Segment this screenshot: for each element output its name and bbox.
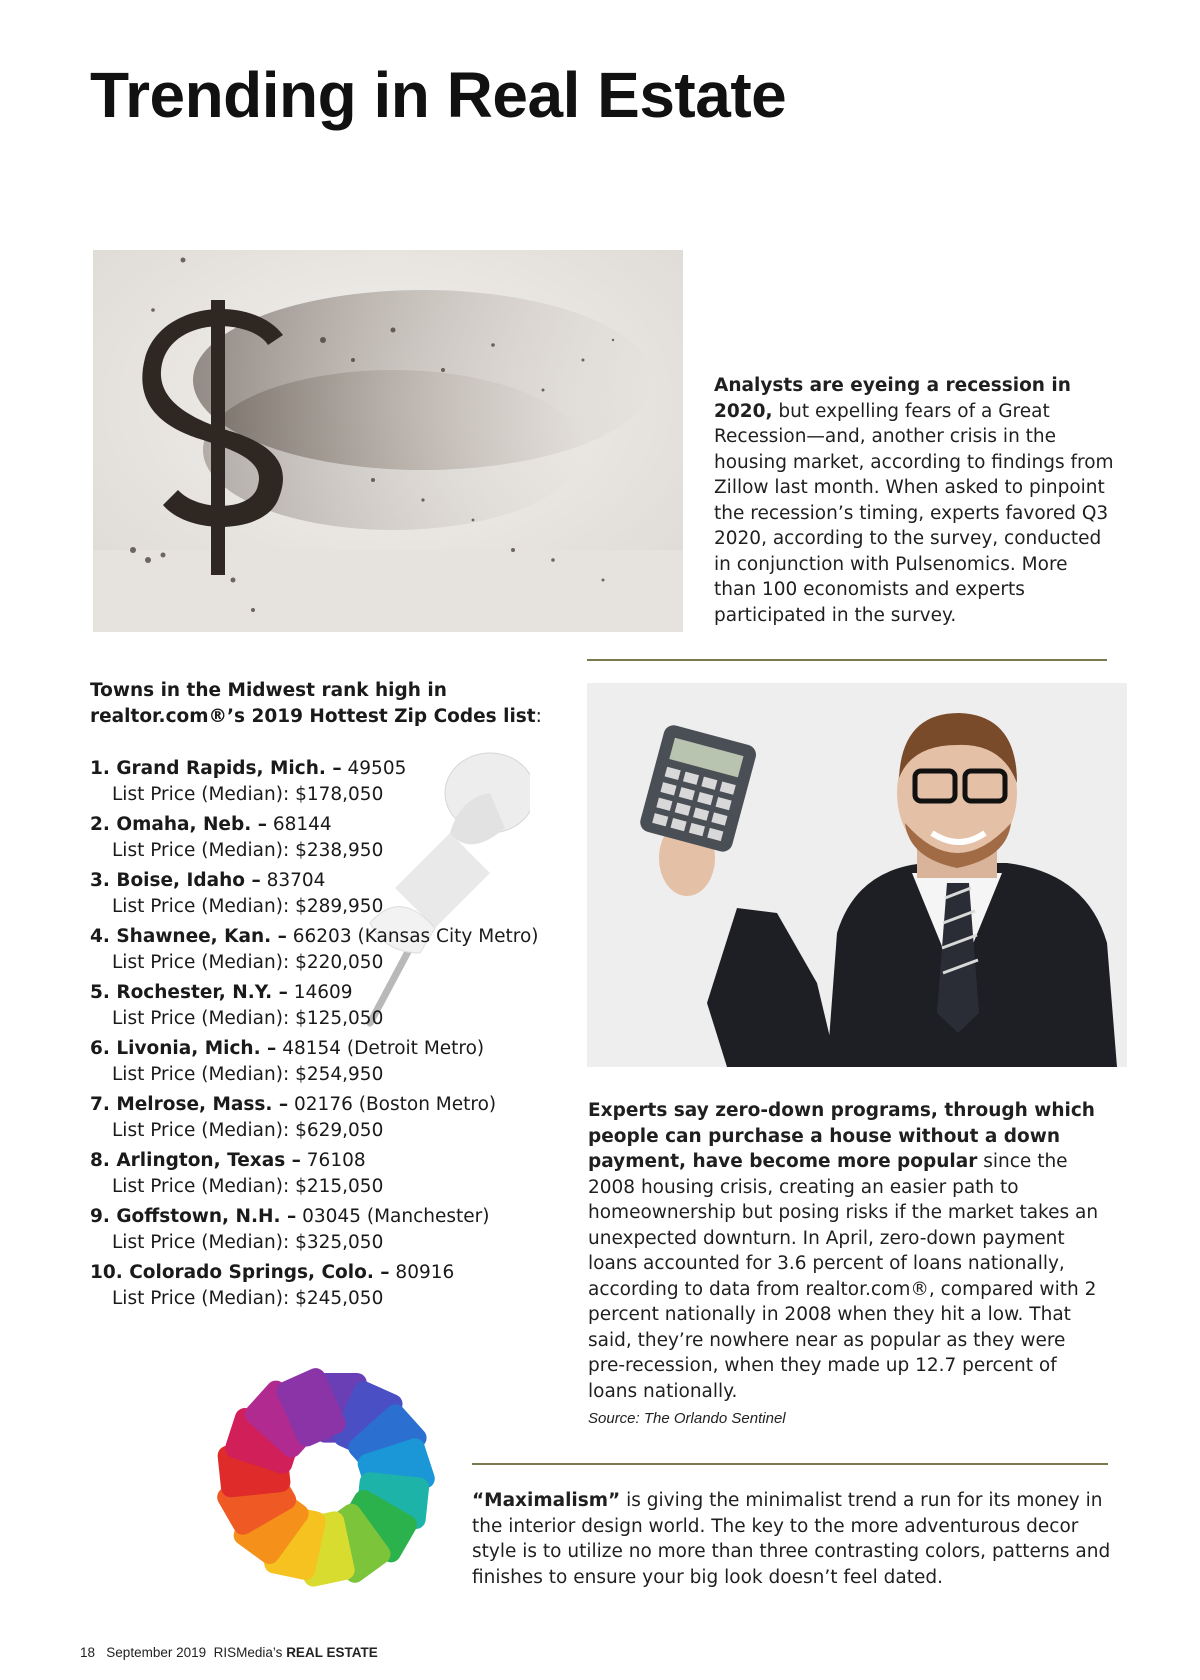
recession-body: but expelling fears of a Great Recession—and, another crisis in the housing market, according to findings from Zillow last month. When asked to pinpoint the recession’s timing, experts favored Q3 2020, according to the survey, conducted in conjunction with Pulsenomics. More than 100 economists and experts participated in the survey. [714, 400, 1114, 626]
list-item: 8. Arlington, Texas – 76108 List Price (Median): $215,050 [90, 1150, 384, 1197]
issue-date: September 2019 [106, 1645, 207, 1660]
zero-down-paragraph [588, 1098, 1108, 1404]
list-item: 1. Grand Rapids, Mich. – 49505 List Price (Median): $178,050 [90, 758, 407, 805]
maximalism-body: is giving the minimalist trend a run for its money in the interior design world. The key to the more adventurous decor style is to utilize no more than three contrasting colors, patterns and finishes to ensure your big look doesn’t feel dated. [472, 1490, 1111, 1588]
maximalism-lead: “Maximalism” [472, 1490, 621, 1511]
magazine-name: REAL ESTATE [286, 1645, 378, 1660]
list-item: 2. Omaha, Neb. – 68144 List Price (Median): $238,950 [90, 814, 384, 861]
dissolving-dollar-image [93, 250, 683, 632]
zero-down-lead: Experts say zero-down programs, through which people can purchase a house without a down payment, have become more popular [588, 1100, 1095, 1172]
page-footer [80, 1645, 378, 1660]
page-number: 18 [80, 1645, 96, 1660]
color-swatch-fan-image [205, 1360, 445, 1595]
zip-codes-intro: Towns in the Midwest rank high in realtor.com®’s 2019 Hottest Zip Codes list: [90, 680, 542, 727]
recession-paragraph [714, 373, 1114, 628]
section-divider-2 [472, 1463, 1108, 1465]
list-item: 3. Boise, Idaho – 83704 List Price (Median): $289,950 [90, 870, 384, 917]
maximalism-paragraph [472, 1488, 1112, 1590]
list-item: 5. Rochester, N.Y. – 14609 List Price (Median): $125,050 [90, 982, 384, 1029]
source-credit: Source: The Orlando Sentinel [588, 1410, 786, 1427]
list-item: 7. Melrose, Mass. – 02176 (Boston Metro) List Price (Median): $629,050 [90, 1094, 497, 1141]
page-title: Trending in Real Estate [90, 59, 787, 131]
list-item: 10. Colorado Springs, Colo. – 80916 List Price (Median): $245,050 [90, 1262, 455, 1309]
list-item: 4. Shawnee, Kan. – 66203 (Kansas City Metro) List Price (Median): $220,050 [90, 926, 539, 973]
publisher-name: RISMedia’s [213, 1645, 283, 1660]
zip-codes-list [90, 756, 610, 1316]
recession-lead: Analysts are eyeing a recession in 2020, [714, 375, 1071, 422]
list-item: 9. Goffstown, N.H. – 03045 (Manchester) List Price (Median): $325,050 [90, 1206, 490, 1253]
man-with-calculator-image [587, 683, 1127, 1067]
section-divider-1 [587, 659, 1107, 661]
list-item: 6. Livonia, Mich. – 48154 (Detroit Metro) List Price (Median): $254,950 [90, 1038, 485, 1085]
zero-down-body: since the 2008 housing crisis, creating an easier path to homeownership but posing risks if the market takes an unexpected downturn. In April, zero-down payment loans accounted for 3.6 percent of loans nationally, according to data from realtor.com®, compared with 2 percent nationally in 2008 when they hit a low. That said, they’re nowhere near as popular as they were pre-recession, when they made up 12.7 percent of loans nationally. [588, 1151, 1099, 1402]
